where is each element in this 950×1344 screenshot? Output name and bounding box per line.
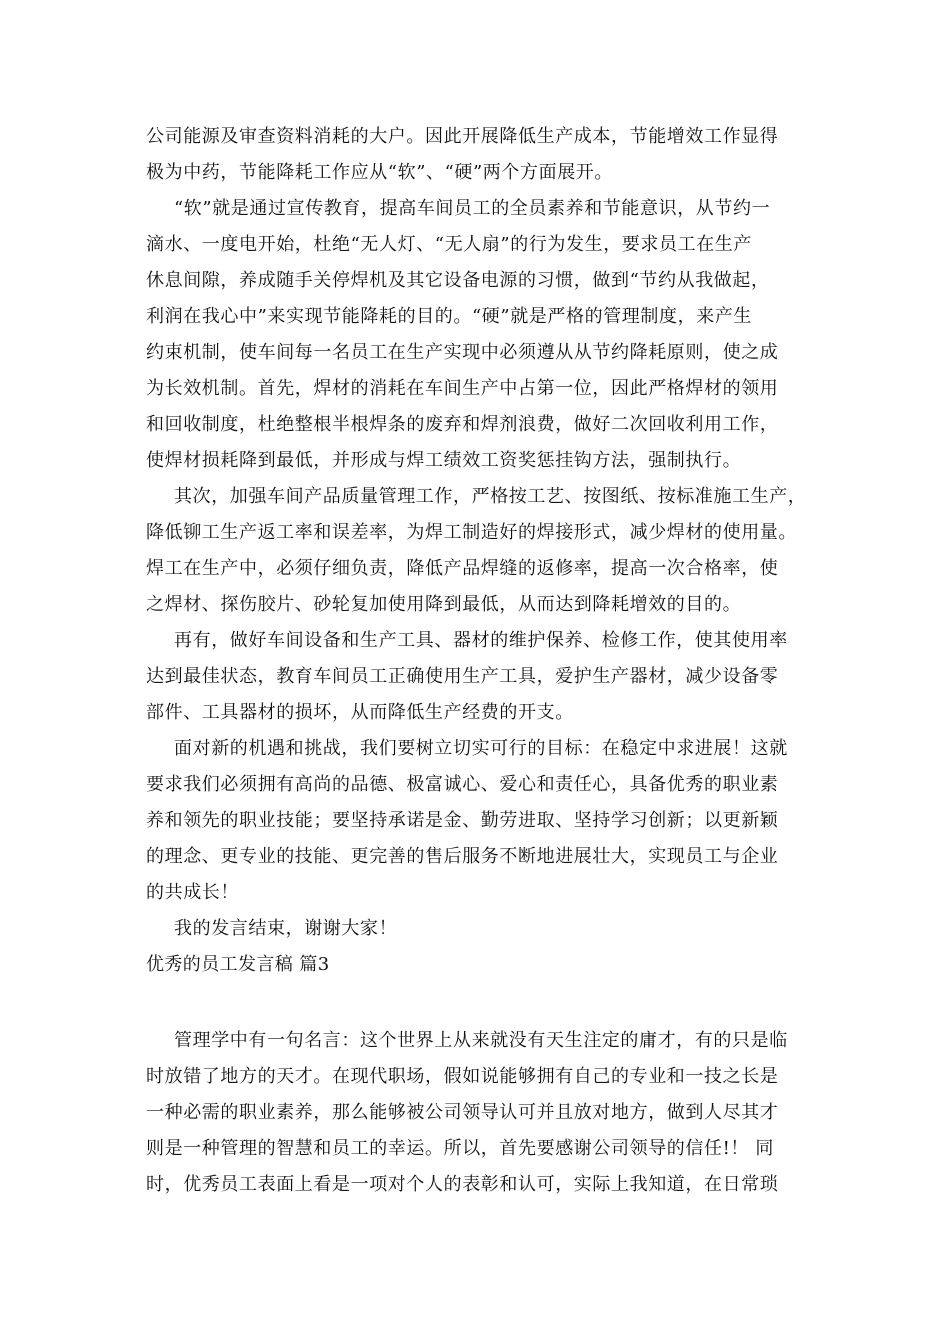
text-line: 的理念、更专业的技能、更完善的售后服务不断地进展壮大，实现员工与企业: [146, 846, 779, 867]
text-line: 约束机制，使车间每一名员工在生产实现中必须遵从从节约降耗原则，使之成: [146, 342, 779, 363]
text-line: 为长效机制。首先，焊材的消耗在车间生产中占第一位，因此严格焊材的领用: [146, 378, 779, 399]
text-line: 滴水、一度电开始，杜绝“无人灯、“无人扇”的行为发生，要求员工在生产: [146, 234, 753, 255]
paragraph-start-line: 我的发言结束，谢谢大家！: [174, 918, 398, 939]
paragraph-start-line: 再有，做好车间设备和生产工具、器材的维护保养、检修工作，使其使用率: [174, 630, 788, 651]
text-line: 利润在我心中”来实现节能降耗的目的。“硬”就是严格的管理制度，来产生: [146, 306, 753, 327]
text-line: 的共成长！: [146, 882, 239, 903]
text-line: 使焊材损耗降到最低，并形成与焊工绩效工资奖惩挂钩方法，强制执行。: [146, 450, 742, 471]
text-line: 时，优秀员工表面上看是一项对个人的表彰和认可，实际上我知道，在日常琐: [146, 1174, 779, 1195]
text-line: 一种必需的职业素养，那么能够被公司领导认可并且放对地方，做到人尽其才: [146, 1102, 779, 1123]
text-line: 部件、工具器材的损坏，从而降低生产经费的开支。: [146, 702, 574, 723]
text-line: 达到最佳状态，教育车间员工正确使用生产工具，爱护生产器材，减少设备零: [146, 666, 779, 687]
text-line: 焊工在生产中，必须仔细负责，降低产品焊缝的返修率，提高一次合格率，使: [146, 558, 779, 579]
text-line: 则是一种管理的智慧和员工的幸运。所以，首先要感谢公司领导的信任!！ 同: [146, 1138, 774, 1159]
text-line: 要求我们必须拥有高尚的品德、极富诚心、爱心和责任心，具备优秀的职业素: [146, 774, 779, 795]
paragraph-start-line: 面对新的机遇和挑战，我们要树立切实可行的目标：在稳定中求进展！这就: [174, 738, 788, 759]
text-line: 降低铆工生产返工率和误差率，为焊工制造好的焊接形式，减少焊材的使用量。: [146, 522, 797, 543]
text-line: 公司能源及审查资料消耗的大户。因此开展降低生产成本，节能增效工作显得: [146, 126, 779, 147]
paragraph-start-line: 其次，加强车间产品质量管理工作，严格按工艺、按图纸、按标准施工生产，: [174, 486, 807, 507]
text-line: 之焊材、探伤胶片、砂轮复加使用降到最低，从而达到降耗增效的目的。: [146, 594, 742, 615]
text-line: 极为中药，节能降耗工作应从“软”、“硬”两个方面展开。: [146, 162, 614, 183]
paragraph-start-line: 管理学中有一句名言：这个世界上从来就没有天生注定的庸才，有的只是临: [174, 1030, 788, 1051]
text-line: 养和领先的职业技能；要坚持承诺是金、勤劳进取、坚持学习创新；以更新颖: [146, 810, 779, 831]
section-heading: 优秀的员工发言稿 篇3: [146, 954, 330, 975]
paragraph-start-line: “软”就是通过宣传教育，提高车间员工的全员素养和节能意识，从节约一: [174, 198, 771, 219]
text-line: 时放错了地方的天才。在现代职场，假如说能够拥有自己的专业和一技之长是: [146, 1066, 779, 1087]
text-line: 和回收制度，杜绝整根半根焊条的废弃和焊剂浪费，做好二次回收利用工作，: [146, 414, 779, 435]
text-line: 休息间隙，养成随手关停焊机及其它设备电源的习惯，做到“节约从我做起，: [146, 270, 770, 291]
